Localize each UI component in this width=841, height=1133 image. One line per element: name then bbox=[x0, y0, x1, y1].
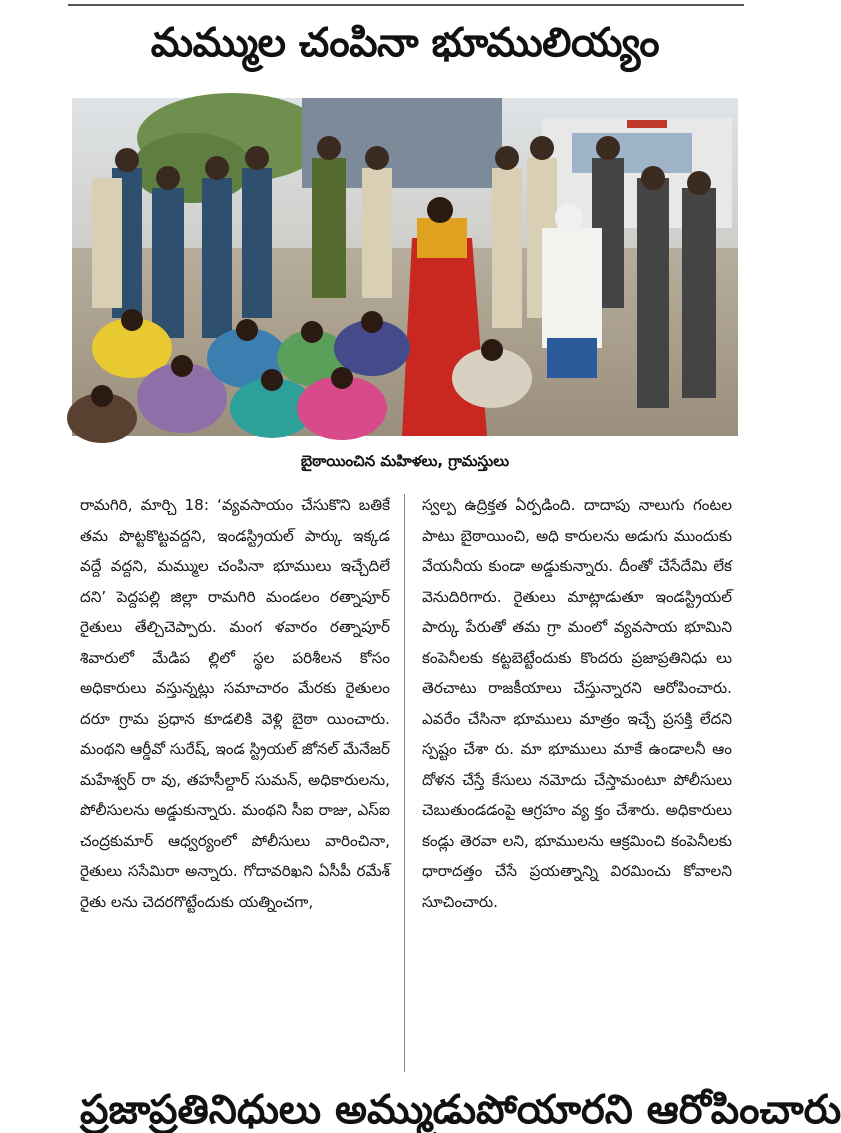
column-left-text: రామగిరి, మార్చి 18: ‘వ్యవసాయం చేసుకొని బతికే తమ పొట్టకొట్టవద్దని, ఇండస్ట్రియల్ పార్కు ఇక్కడ వద్దే వద్దని, మమ్ముల చంపినా భూములు ఇచ్చేదిలే దని’ పెద్దపల్లి జిల్లా రామగిరి మండలం రత్నాపూర్ రైతులు తేల్చిచెప్పారు. మంగ ళవారం రత్నాపూర్ శివారులో మేడిప ల్లిలో స్థల పరిశీలన కోసం అధికారులు వస్తున్నట్లు సమాచారం మేరకు రైతులం దరూ గ్రామ ప్రధాన కూడలికి వెళ్లి బైఠా యించారు. మంథని ఆర్డీవో సురేష్, ఇండ స్ట్రియల్ జోనల్ మేనేజర్ మహేశ్వర్ రా వు, తహసీల్దార్ సుమన్, అధికారులను, పోలీసులను అడ్డుకున్నారు. మంథని సీఐ రాజు, ఎస్ఐ చంద్రకుమార్ ఆధ్వర్యంలో పోలీసులు వారించినా, రైతులు ససేమిరా అన్నారు. గోదావరిఖని ఏసీపీ రమేశ్ రైతు లను చెదరగొట్టేందుకు యత్నించగా, bbox=[80, 496, 390, 911]
news-photo bbox=[72, 98, 738, 436]
article-column-right bbox=[422, 490, 732, 917]
photo-caption: బైఠాయించిన మహిళలు, గ్రామస్తులు bbox=[300, 452, 510, 470]
column-right-text: స్వల్ప ఉద్రిక్తత ఏర్పడింది. దాదాపు నాలుగు గంటల పాటు బైఠాయించి, అధి కారులను అడుగు ముందుకు వేయనీయ కుండా అడ్డుకున్నారు. దీంతో చేసేదేమి లేక వెనుదిరిగారు. రైతులు మాట్లాడుతూ ఇండస్ట్రియల్ పార్కు పేరుతో తమ గ్రా మంలో వ్యవసాయ భూమిని కంపెనీలకు కట్టబెట్టేందుకు కొందరు ప్రజాప్రతినిధు లు తెరచాటు రాజకీయాలు చేస్తున్నారని ఆరోపించారు. ఎవరేం చేసినా భూములు మాత్రం ఇచ్చే ప్రసక్తి లేదని స్పష్టం చేశా రు. మా భూములు మాకే ఉండాలనీ ఆం దోళన చేస్తే కేసులు నమోదు చేస్తామంటూ పోలీసులు చెబుతుండడంపై ఆగ్రహం వ్య క్తం చేశారు. అధికారులు కండ్లు తెరవా లని, భూములను ఆక్రమించి కంపెనీలకు ధారాదత్తం చేసే ప్రయత్నాన్ని విరమించు కోవాలని సూచించారు. bbox=[422, 496, 732, 911]
article-column-left bbox=[80, 490, 390, 917]
column-divider bbox=[404, 494, 405, 1072]
headline: మమ్ముల చంపినా భూములియ్యం bbox=[150, 20, 660, 66]
next-article-headline bbox=[80, 1087, 841, 1133]
top-rule bbox=[68, 4, 744, 6]
next-headline-text: ప్రజాప్రతినిధులు అమ్ముడుపోయారని ఆరోపించారు bbox=[80, 1087, 841, 1133]
